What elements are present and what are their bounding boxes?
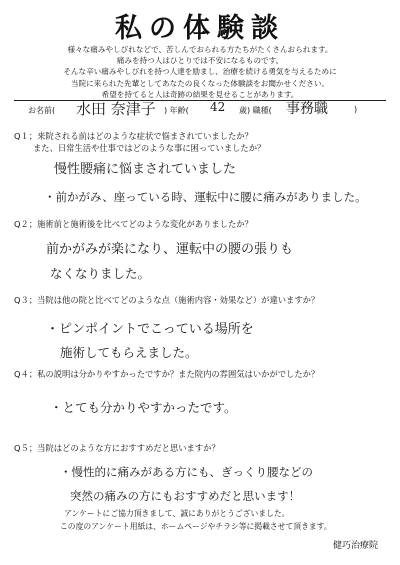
page-title: 私の体験談	[115, 13, 285, 44]
question-text: また、日常生活や仕事ではどのような事に困っていましたか？	[33, 143, 266, 153]
question-text: 施術前と施術後を比べてどのような変化がありましたか？	[37, 219, 253, 229]
age-label: ) 年齢(	[164, 106, 189, 115]
answer-line: なくなりました。	[50, 266, 151, 281]
question-2	[14, 218, 386, 230]
intro-line: 希望を持てると人は奇跡の結果を見せることがあります。	[101, 89, 299, 99]
name-label: お名前(	[28, 106, 56, 115]
answer-line: 施術してもらえました。	[60, 345, 198, 360]
respondent-info	[14, 97, 386, 119]
job-value: 事務職	[286, 101, 328, 117]
answer-line: 前かがみが楽になり、運転中の腰の張りも	[46, 242, 294, 257]
question-1	[14, 130, 386, 154]
intro-line: 様々な痛みやしびれなどで、苦しんでおられる方たちがたくさんおられます。	[67, 45, 333, 54]
clinic-name: 健巧治療院	[332, 541, 378, 551]
thanks-note: アンケートにご協力頂きまして、誠にありがとうございました。	[64, 509, 290, 518]
answer-line: ・前かがみ、座っている時、運転中に腰に痛みがありました。	[44, 190, 367, 204]
question-3	[14, 294, 386, 306]
answer-line: ・慢性的に痛みがある方にも、ぎっくり腰などの	[60, 465, 313, 479]
answer-line: ・ピンポイントでこっている場所を	[46, 322, 254, 337]
question-text: 当院はどのような方におすすめだと思いますか？	[37, 443, 220, 453]
age-suffix: 歳) 職種(	[239, 106, 272, 115]
intro-line: 当院に来られた先輩としてあなたの良くなった体験談をお聞かせください。	[70, 78, 330, 88]
answer-line: 慢性腰痛に悩まされていました	[54, 162, 237, 177]
job-close: )	[354, 105, 358, 114]
publication-notice: この度のアンケート用紙は、ホームページやチラシ等に掲載させて頂きます。	[60, 522, 332, 531]
question-text: 来院される前はどのような症状で悩まされていましたか？	[37, 131, 253, 141]
question-number: Q１；	[14, 131, 38, 141]
question-text: 私の説明は分かりやすかったですか？また院内の雰囲気はいかがでしたか？	[37, 369, 320, 379]
age-value: 42	[210, 100, 226, 114]
question-number: Q５；	[14, 443, 38, 453]
answer-line: 突然の痛みの方にもおすすめだと思います！	[70, 489, 301, 503]
question-5	[14, 442, 386, 454]
question-text: 当院は他の院と比べてどのような点（施術内容・効果など）が違いますか？	[37, 295, 320, 305]
question-number: Q２；	[14, 219, 38, 229]
answer-line: ・とても分かりやすかったです。	[50, 400, 237, 415]
intro-line: 痛みを持つ人はひとりでは不安になるものです。	[116, 56, 284, 66]
name-value: 水田 奈津子	[76, 100, 156, 118]
question-4	[14, 368, 386, 380]
question-number: Q３；	[14, 295, 38, 305]
question-number: Q４；	[14, 369, 38, 379]
intro-text	[20, 44, 380, 100]
intro-line: そんな辛い痛みやしびれを持つ人達を励まし、治療を続ける勇気を与えるために	[63, 67, 337, 77]
